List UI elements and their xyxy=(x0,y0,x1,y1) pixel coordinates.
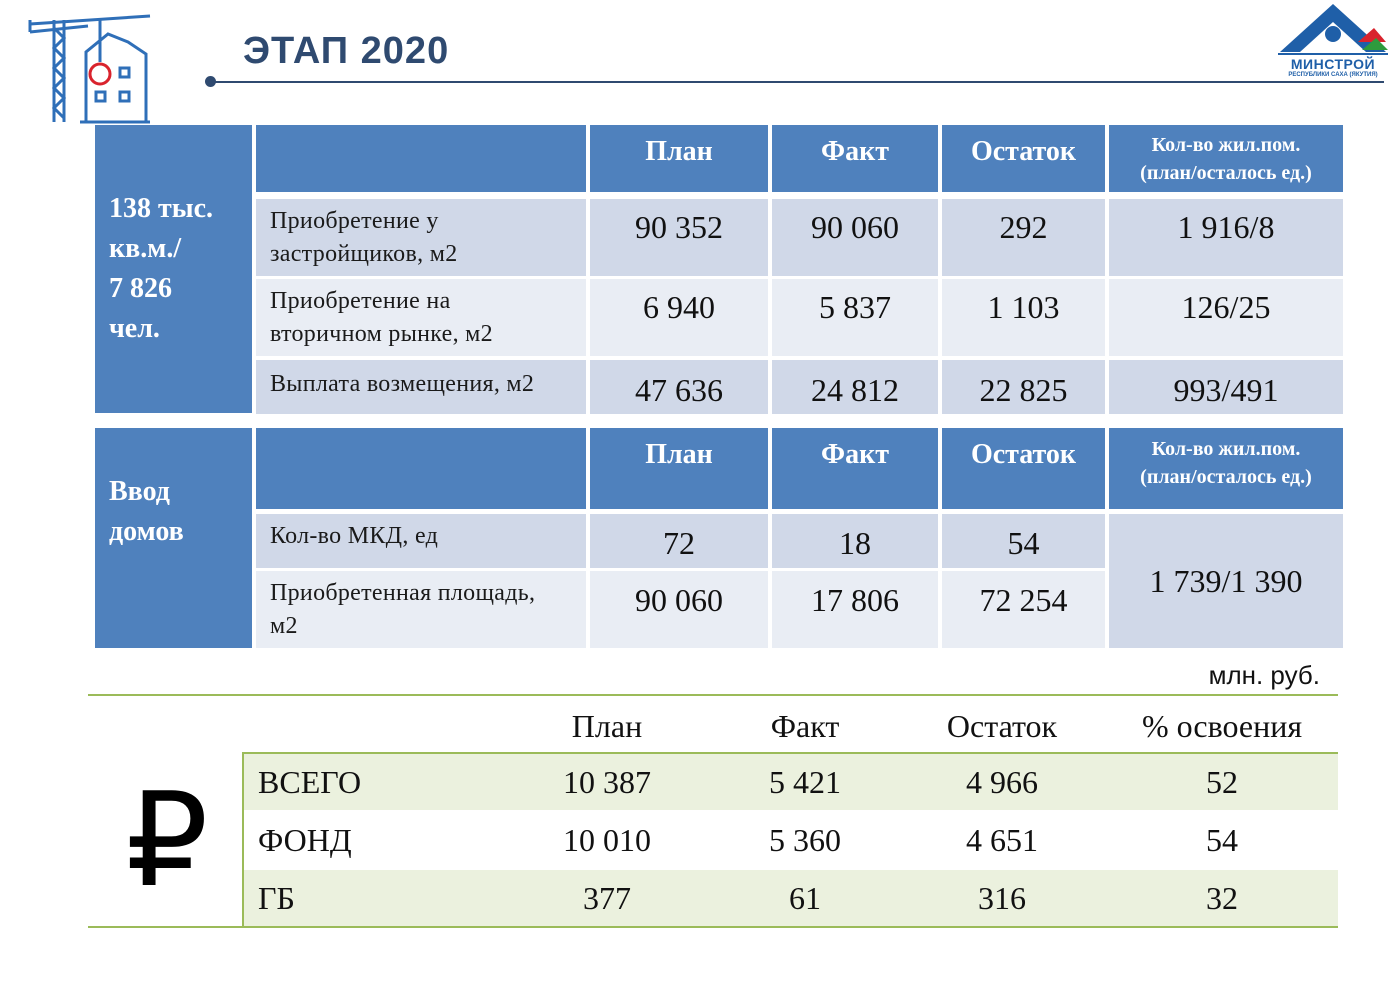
finance-row1-label: ВСЕГО xyxy=(258,763,362,800)
minstroy-logo xyxy=(1278,2,1388,84)
crane-house-icon xyxy=(28,12,153,124)
finance-row3-label: ГБ xyxy=(258,879,295,916)
row-label-line: м2 xyxy=(270,612,298,639)
table2-row1-fact: 18 xyxy=(772,514,938,568)
table1-row2-fact: 5 837 xyxy=(772,279,938,356)
table2-row2-plan: 90 060 xyxy=(590,571,768,648)
logo-subtext: РЕСПУБЛИКИ САХА (ЯКУТИЯ) xyxy=(1288,72,1378,78)
table1-row1-rest: 292 xyxy=(942,199,1105,276)
table1-side-label xyxy=(95,125,252,413)
finance-header-pct: % освоения xyxy=(1141,707,1303,744)
finance-row2-rest: 4 651 xyxy=(966,821,1038,858)
row-label-line: Приобретение у xyxy=(270,207,439,234)
table2-side-label xyxy=(95,428,252,648)
finance-row3-fact: 61 xyxy=(789,879,821,916)
table1-row3-label xyxy=(256,360,586,414)
side-label-line: домов xyxy=(109,516,184,547)
finance-row2-label: ФОНД xyxy=(258,821,352,858)
table2-count-merged: 1 739/1 390 xyxy=(1109,514,1343,648)
finance-row1-fact: 5 421 xyxy=(769,763,841,800)
ruble-icon: ₽ xyxy=(125,764,209,916)
table2-row1-plan: 72 xyxy=(590,514,768,568)
finance-row2-fact: 5 360 xyxy=(769,821,841,858)
table1-row2-plan: 6 940 xyxy=(590,279,768,356)
table1-row3-rest: 22 825 xyxy=(942,360,1105,414)
minstroy-house-icon xyxy=(1278,2,1388,58)
finance-row1-plan: 10 387 xyxy=(563,763,651,800)
crane-house-logo xyxy=(28,12,153,124)
row-label-line: вторичном рынке, м2 xyxy=(270,320,493,347)
finance-row3-plan: 377 xyxy=(583,879,631,916)
finance-row1-pct: 52 xyxy=(1206,763,1238,800)
table1-row1-count: 1 916/8 xyxy=(1109,199,1343,276)
table1-header-blank xyxy=(256,125,586,192)
logo-text: МИНСТРОЙ xyxy=(1290,56,1376,72)
row-label-line: Приобретенная площадь, xyxy=(270,579,536,606)
finance-row2-pct: 54 xyxy=(1206,821,1238,858)
finance-header-fact: Факт xyxy=(770,707,840,744)
finance-row1-rest: 4 966 xyxy=(966,763,1038,800)
table1-row3-count: 993/491 xyxy=(1109,360,1343,414)
side-label-line: чел. xyxy=(109,313,160,344)
row-label-line: Приобретение на xyxy=(270,287,451,314)
count-header-line: (план/осталось ед.) xyxy=(1140,465,1312,488)
side-label-line: Ввод xyxy=(109,476,170,507)
table1-row3-plan: 47 636 xyxy=(590,360,768,414)
finance-top-rule xyxy=(88,694,1338,696)
finance-header-plan: План xyxy=(571,707,643,744)
table1-header-fact: Факт xyxy=(772,125,938,192)
finance-bottom-rule xyxy=(88,926,1338,928)
finance-row3-pct: 32 xyxy=(1206,879,1238,916)
table1-row1-fact: 90 060 xyxy=(772,199,938,276)
table2-header-blank xyxy=(256,428,586,509)
table1-row1-label xyxy=(256,199,586,276)
unit-label: млн. руб. xyxy=(1208,660,1320,690)
side-label-line: 138 тыс. xyxy=(109,193,214,224)
count-header-line: (план/осталось ед.) xyxy=(1140,161,1312,184)
table2-header-fact: Факт xyxy=(772,428,938,509)
finance-header-rest: Остаток xyxy=(946,707,1058,744)
table2-row1-label xyxy=(256,514,586,568)
table2-header-plan: План xyxy=(590,428,768,509)
table2-row2-fact: 17 806 xyxy=(772,571,938,648)
side-label-line: кв.м./ xyxy=(109,233,182,264)
row-label-line: застройщиков, м2 xyxy=(270,240,458,267)
table1-row2-label xyxy=(256,279,586,356)
count-header-line: Кол-во жил.пом. xyxy=(1151,437,1301,460)
finance-row2-plan: 10 010 xyxy=(563,821,651,858)
side-label-line: 7 826 xyxy=(109,273,172,304)
table2-header-rest: Остаток xyxy=(942,428,1105,509)
table1-header-count xyxy=(1109,125,1343,192)
row-label-line: Выплата возмещения, м2 xyxy=(270,371,535,397)
table1-row3-fact: 24 812 xyxy=(772,360,938,414)
title-underline xyxy=(212,81,1384,83)
table1-row2-rest: 1 103 xyxy=(942,279,1105,356)
table1-header-plan: План xyxy=(590,125,768,192)
table2-row1-rest: 54 xyxy=(942,514,1105,568)
table1-row1-plan: 90 352 xyxy=(590,199,768,276)
table2-header-count xyxy=(1109,428,1343,509)
table2-row2-rest: 72 254 xyxy=(942,571,1105,648)
page-title: ЭТАП 2020 xyxy=(243,30,450,72)
table1-row2-count: 126/25 xyxy=(1109,279,1343,356)
table2-row2-label xyxy=(256,571,586,648)
count-header-line: Кол-во жил.пом. xyxy=(1151,133,1301,156)
row-label-line: Кол-во МКД, ед xyxy=(270,523,439,549)
table1-header-rest: Остаток xyxy=(942,125,1105,192)
finance-row3-rest: 316 xyxy=(978,879,1026,916)
